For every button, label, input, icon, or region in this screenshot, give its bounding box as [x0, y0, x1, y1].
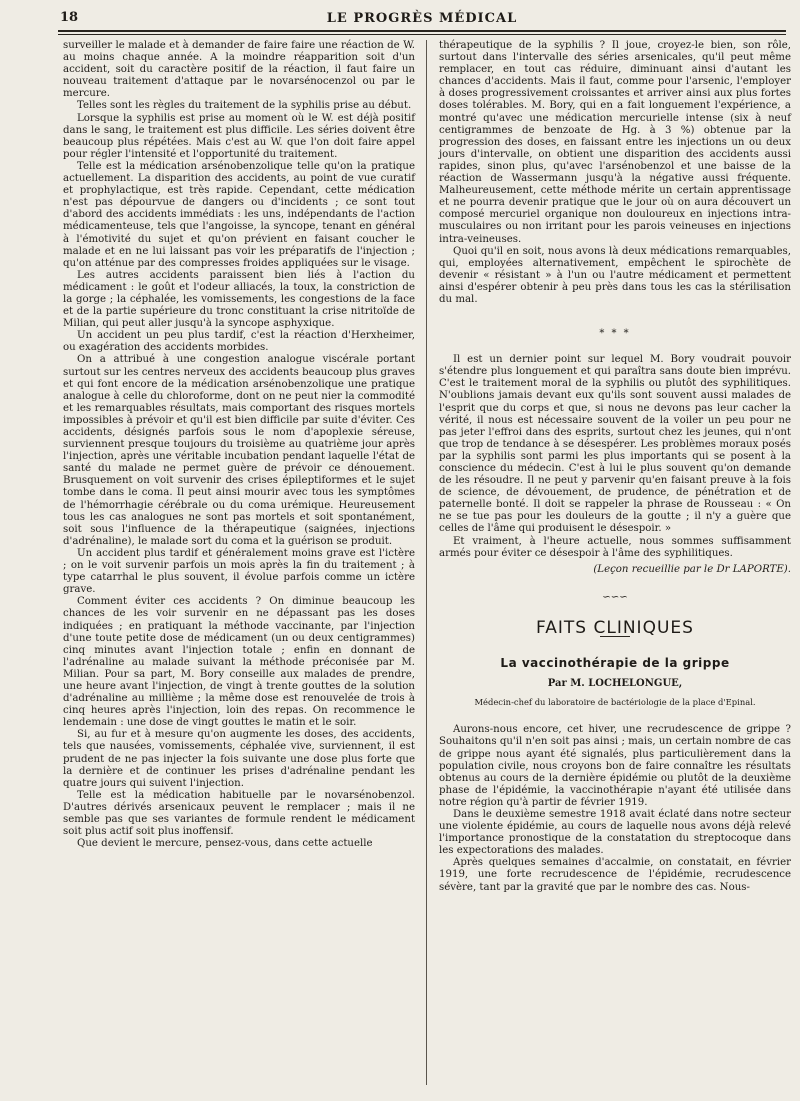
paragraph: Aurons-nous encore, cet hiver, une recrudescence de grippe ? Souhaitons qu'il n'en soit pas ainsi ; mais, un certain nombre de cas de grippe nous ayant été signalés, plus particulièrement dans la population civile, nous croyons bon de faire connaître les résultats obtenus au cours de la dernière épidémie ou plutôt de la deuxième phase de l'épidémie, la vaccinothérapie n'ayant été utilisée dans notre région qu'à partir de février 1919.	[439, 724, 791, 808]
section-title: FAITS CLINIQUES	[536, 617, 694, 638]
author-affiliation: Médecin-chef du laboratoire de bactériologie de la place d'Epinal.	[474, 697, 756, 708]
paragraph: Dans le deuxième semestre 1918 avait éclaté dans notre secteur une violente épidémie, au cours de laquelle nous avons déjà relevé l'importance pronostique de la constatation du streptocoque dans les expectorations des malades.	[439, 808, 791, 857]
paragraph: Un accident un peu plus tardif, c'est la réaction d'Herxheimer, ou exagération des accidents morbides.	[63, 330, 415, 354]
paragraph: Et vraiment, à l'heure actuelle, nous sommes suffisamment armés pour éviter ce désespoir à l'âme des syphilitiques.	[439, 535, 791, 559]
paragraph: Lorsque la syphilis est prise au moment où le W. est déjà positif dans le sang, le traitement est plus difficile. Les séries doivent être beaucoup plus répétées. Mais c'est au W. que l'on doit faire appel pour régler l'intensité et l'opportunité du traitement.	[63, 112, 415, 160]
article-title: La vaccinothérapie de la grippe	[500, 656, 730, 671]
right-column	[439, 40, 791, 894]
paragraph: On a attribué à une congestion analogue viscérale portant surtout sur les centres nerveux des accidents beaucoup plus graves et qui font encore de la médication arsénobenzolique une pratique analogue à celle du chloroforme, dont on ne peut nier la commodité et les remarquables résultats, mais comportant des risques mortels impossibles à prévoir et qu'il est bien difficile par suite d'éviter. Ces accidents, désignés parfois sous le nom d'apoplexie séreuse, surviennent presque toujours du troisième au quatrième jour après l'injection, après une véritable incubation pendant laquelle l'état de santé du malade ne permet guère de prévoir ce dénouement. Brusquement on voit survenir des crises épileptiformes et le sujet tombe dans le coma. Il peut ainsi mourir avec tous les symptômes de l'hémorrhagie cérébrale ou du coma urémique. Heureusement tous les cas analogues ne sont pas mortels et soit spontanément, soit sous l'influence de la thérapeutique (saignées, injections d'adrénaline), le malade sort du coma et la guérison se produit.	[63, 354, 415, 547]
journal-title: LE PROGRÈS MÉDICAL	[326, 11, 518, 26]
paragraph: Telle est la médication habituelle par le novarsénobenzol. D'autres dérivés arsenicaux peuvent le remplacer ; mais il ne semble pas que ses variantes de formule rendent le médicament soit plus actif soit plus inoffensif.	[63, 789, 415, 838]
paragraph: Si, au fur et à mesure qu'on augmente les doses, des accidents, tels que nausées, vomissements, céphalée vive, surviennent, il est prudent de ne pas injecter la fois suivante une dose plus forte que la dernière et de continuer les prises d'adrénaline pendant les quatre jours qui suivent l'injection.	[63, 729, 415, 789]
paragraph: Comment éviter ces accidents ? On diminue beaucoup les chances de les voir survenir en ne dépassant pas les doses indiquées ; en pratiquant la méthode vaccinante, par l'injection d'une toute petite dose de médicament (un ou deux centigrammes) cinq minutes avant l'injection totale ; enfin en donnant de l'adrénaline au malade suivant la méthode préconisée par M. Milian. Pour sa part, M. Bory conseille aux malades de prendre, une heure avant l'injection, de vingt à trente gouttes de la solution d'adrénaline au millième ; la même dose est renouvelée de trois à cinq heures après l'injection, loin des repas. On recommence le lendemain : une dose de vingt gouttes le matin et le soir.	[63, 596, 415, 729]
paragraph: Il est un dernier point sur lequel M. Bory voudrait pouvoir s'étendre plus longuement et qui paraîtra sans doute bien imprévu. C'est le traitement moral de la syphilis ou plutôt des syphilitiques. N'oublions jamais devant eux qu'ils sont souvent aussi malades de l'esprit que du corps et que, si nous ne devons pas leur cacher la vérité, il nous est nécessaire souvent de la voiler un peu pour ne pas jeter l'effroi dans des esprits, surtout chez les jeunes, qui n'ont que trop de tendance à se désespérer. Les problèmes moraux posés par la syphilis sont parmi les plus importants qui se posent à la conscience du médecin. C'est à lui le plus souvent qu'on demande de les résoudre. Il ne peut y parvenir qu'en faisant preuve à la fois de science, de dévouement, de prudence, de pénétration et de paternelle bonté. Il doit se rappeler la phrase de Rousseau : « On ne se tue pas pour les douleurs de la goutte ; il n'y a guère que celles de l'âme qui produisent le désespoir. »	[439, 354, 791, 535]
paragraph: Telles sont les règles du traitement de la syphilis prise au début.	[77, 100, 412, 112]
left-column	[63, 40, 415, 850]
paragraph: Que devient le mercure, pensez-vous, dans cette actuelle	[77, 838, 373, 850]
column-divider	[426, 40, 427, 1085]
section-flourish: ∽∽∽	[602, 591, 628, 603]
paragraph: surveiller le malade et à demander de faire faire une réaction de W. au moins chaque année. A la moindre réapparition soit d'un accident, soit du caractère positif de la réaction, il faut faire un nouveau traitement d'attaque par le novarsénocenzol ou par le mercure.	[63, 40, 415, 100]
asterism: * * *	[599, 328, 631, 340]
page-header	[58, 8, 786, 32]
page-number: 18	[60, 10, 79, 25]
paragraph: thérapeutique de la syphilis ? Il joue, croyez-le bien, son rôle, surtout dans l'intervalle des séries arsenicales, qu'il peut même remplacer, en tout cas réduire, diminuant ainsi d'autant les chances d'accidents. Mais il faut, comme pour l'arsenic, l'employer à doses progressivement croissantes et arriver ainsi aux plus fortes doses tolérables. M. Bory, qui en a fait longuement l'expérience, a montré qu'avec une médication mercurielle intense (six à neuf centigrammes de benzoate de Hg. à 3 %) obtenue par la progression des doses, en faissant entre les injections un ou deux jours d'intervalle, on obtient une disparition des accidents aussi rapides, sinon plus, qu'avec l'arsénobenzol et une baisse de la réaction de Wassermann jusqu'à la négative aussi fréquente. Malheureusement, cette méthode mérite un certain apprentissage et ne pourra devenir pratique que le jour où on aura découvert un composé mercuriel organique non douloureux en injections intra-musculaires ou non irritant pour les parois veineuses en injections intra-veineuses.	[439, 40, 791, 245]
paragraph: Après quelques semaines d'accalmie, on constatait, en février 1919, une forte recrudescence de l'épidémie, recrudescence sévère, tant par la gravité que par le nombre des cas. Nous-	[439, 857, 791, 893]
paragraph: Un accident plus tardif et généralement moins grave est l'ictère ; on le voit survenir parfois un mois après la fin du traitement ; à type catarrhal le plus souvent, il évolue parfois comme un ictère grave.	[63, 547, 415, 596]
lecture-signature: (Leçon recueillie par le Dr LAPORTE).	[593, 563, 791, 575]
paragraph: Quoi qu'il en soit, nous avons là deux médications remarquables, qui, employées alternativement, empêchent le spirochète de devenir « résistant » à l'un ou l'autre médicament et permettent ainsi d'espérer obtenir à peu près dans tous les cas la stérilisation du mal.	[439, 245, 791, 305]
paragraph: Les autres accidents paraissent bien liés à l'action du médicament : le goût et l'odeur alliacés, la toux, la constriction de la gorge ; la céphalée, les vomissements, les congestions de la face et de la partie supérieure du tronc constituant la crise nitritoïde de Milian, qui peut aller jusqu'à la syncope asphyxique.	[63, 269, 415, 330]
paragraph: Telle est la médication arsénobenzolique telle qu'on la pratique actuellement. La disparition des accidents, au point de vue curatif et prophylactique, est très rapide. Cependant, cette médication n'est pas dépourvue de dangers ou d'incidents ; ce sont tout d'abord des accidents immédiats : les uns, indépendants de l'action médicamenteuse, tels que l'angoisse, la syncope, tenant en général à l'émotivité du sujet et qu'on prévient en faisant coucher le malade et en ne lui laissant pas voir les préparatifs de l'injection ; qu'on atténue par des compresses froides appliquées sur le visage.	[63, 160, 415, 269]
article-byline: Par M. LOCHELONGUE,	[547, 678, 683, 690]
